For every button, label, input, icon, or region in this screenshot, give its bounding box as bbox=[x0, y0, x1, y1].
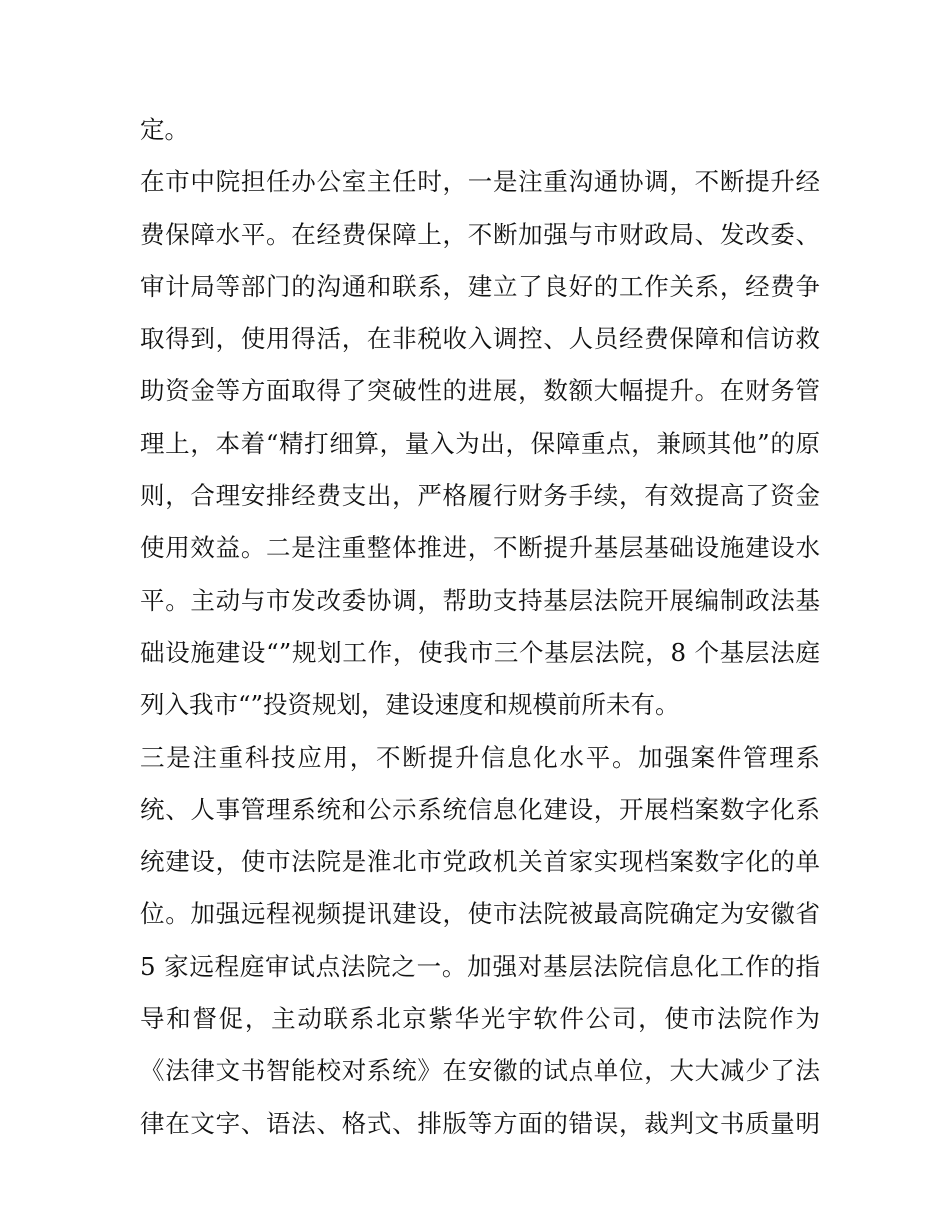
text-line: 统、人事管理系统和公示系统信息化建设，开展档案数字化系 bbox=[140, 794, 820, 824]
text-line: 费保障水平。在经费保障上，不断加强与市财政局、发改委、 bbox=[140, 219, 820, 249]
text-line: 律在文字、语法、格式、排版等方面的错误，裁判文书质量明 bbox=[140, 1108, 820, 1138]
text-line: 列入我市“”投资规划，建设速度和规模前所未有。 bbox=[140, 690, 680, 720]
text-line: 础设施建设“”规划工作，使我市三个基层法院，8 个基层法庭 bbox=[140, 637, 820, 667]
text-line: 理上，本着“精打细算，量入为出，保障重点，兼顾其他”的原 bbox=[140, 428, 820, 458]
text-line: 三是注重科技应用，不断提升信息化水平。加强案件管理系 bbox=[140, 742, 820, 772]
text-line: 在市中院担任办公室主任时，一是注重沟通协调，不断提升经 bbox=[140, 167, 820, 197]
text-line: 则，合理安排经费支出，严格履行财务手续，有效提高了资金 bbox=[140, 481, 820, 511]
text-line: 平。主动与市发改委协调，帮助支持基层法院开展编制政法基 bbox=[140, 585, 820, 615]
body-text bbox=[140, 104, 820, 1150]
text-line: 审计局等部门的沟通和联系，建立了良好的工作关系，经费争 bbox=[140, 271, 820, 301]
text-line: 取得到，使用得活，在非税收入调控、人员经费保障和信访救 bbox=[140, 324, 820, 354]
text-line: 助资金等方面取得了突破性的进展，数额大幅提升。在财务管 bbox=[140, 376, 820, 406]
text-line: 统建设，使市法院是淮北市党政机关首家实现档案数字化的单 bbox=[140, 847, 820, 877]
text-line: 定。 bbox=[140, 115, 189, 144]
text-line: 5 家远程庭审试点法院之一。加强对基层法院信息化工作的指 bbox=[140, 951, 820, 981]
text-line: 位。加强远程视频提讯建设，使市法院被最高院确定为安徽省 bbox=[140, 899, 820, 929]
text-line: 导和督促，主动联系北京紫华光宇软件公司，使市法院作为 bbox=[140, 1004, 820, 1034]
text-line: 《法律文书智能校对系统》在安徽的试点单位，大大减少了法 bbox=[140, 1056, 820, 1086]
text-line: 使用效益。二是注重整体推进，不断提升基层基础设施建设水 bbox=[140, 533, 820, 563]
